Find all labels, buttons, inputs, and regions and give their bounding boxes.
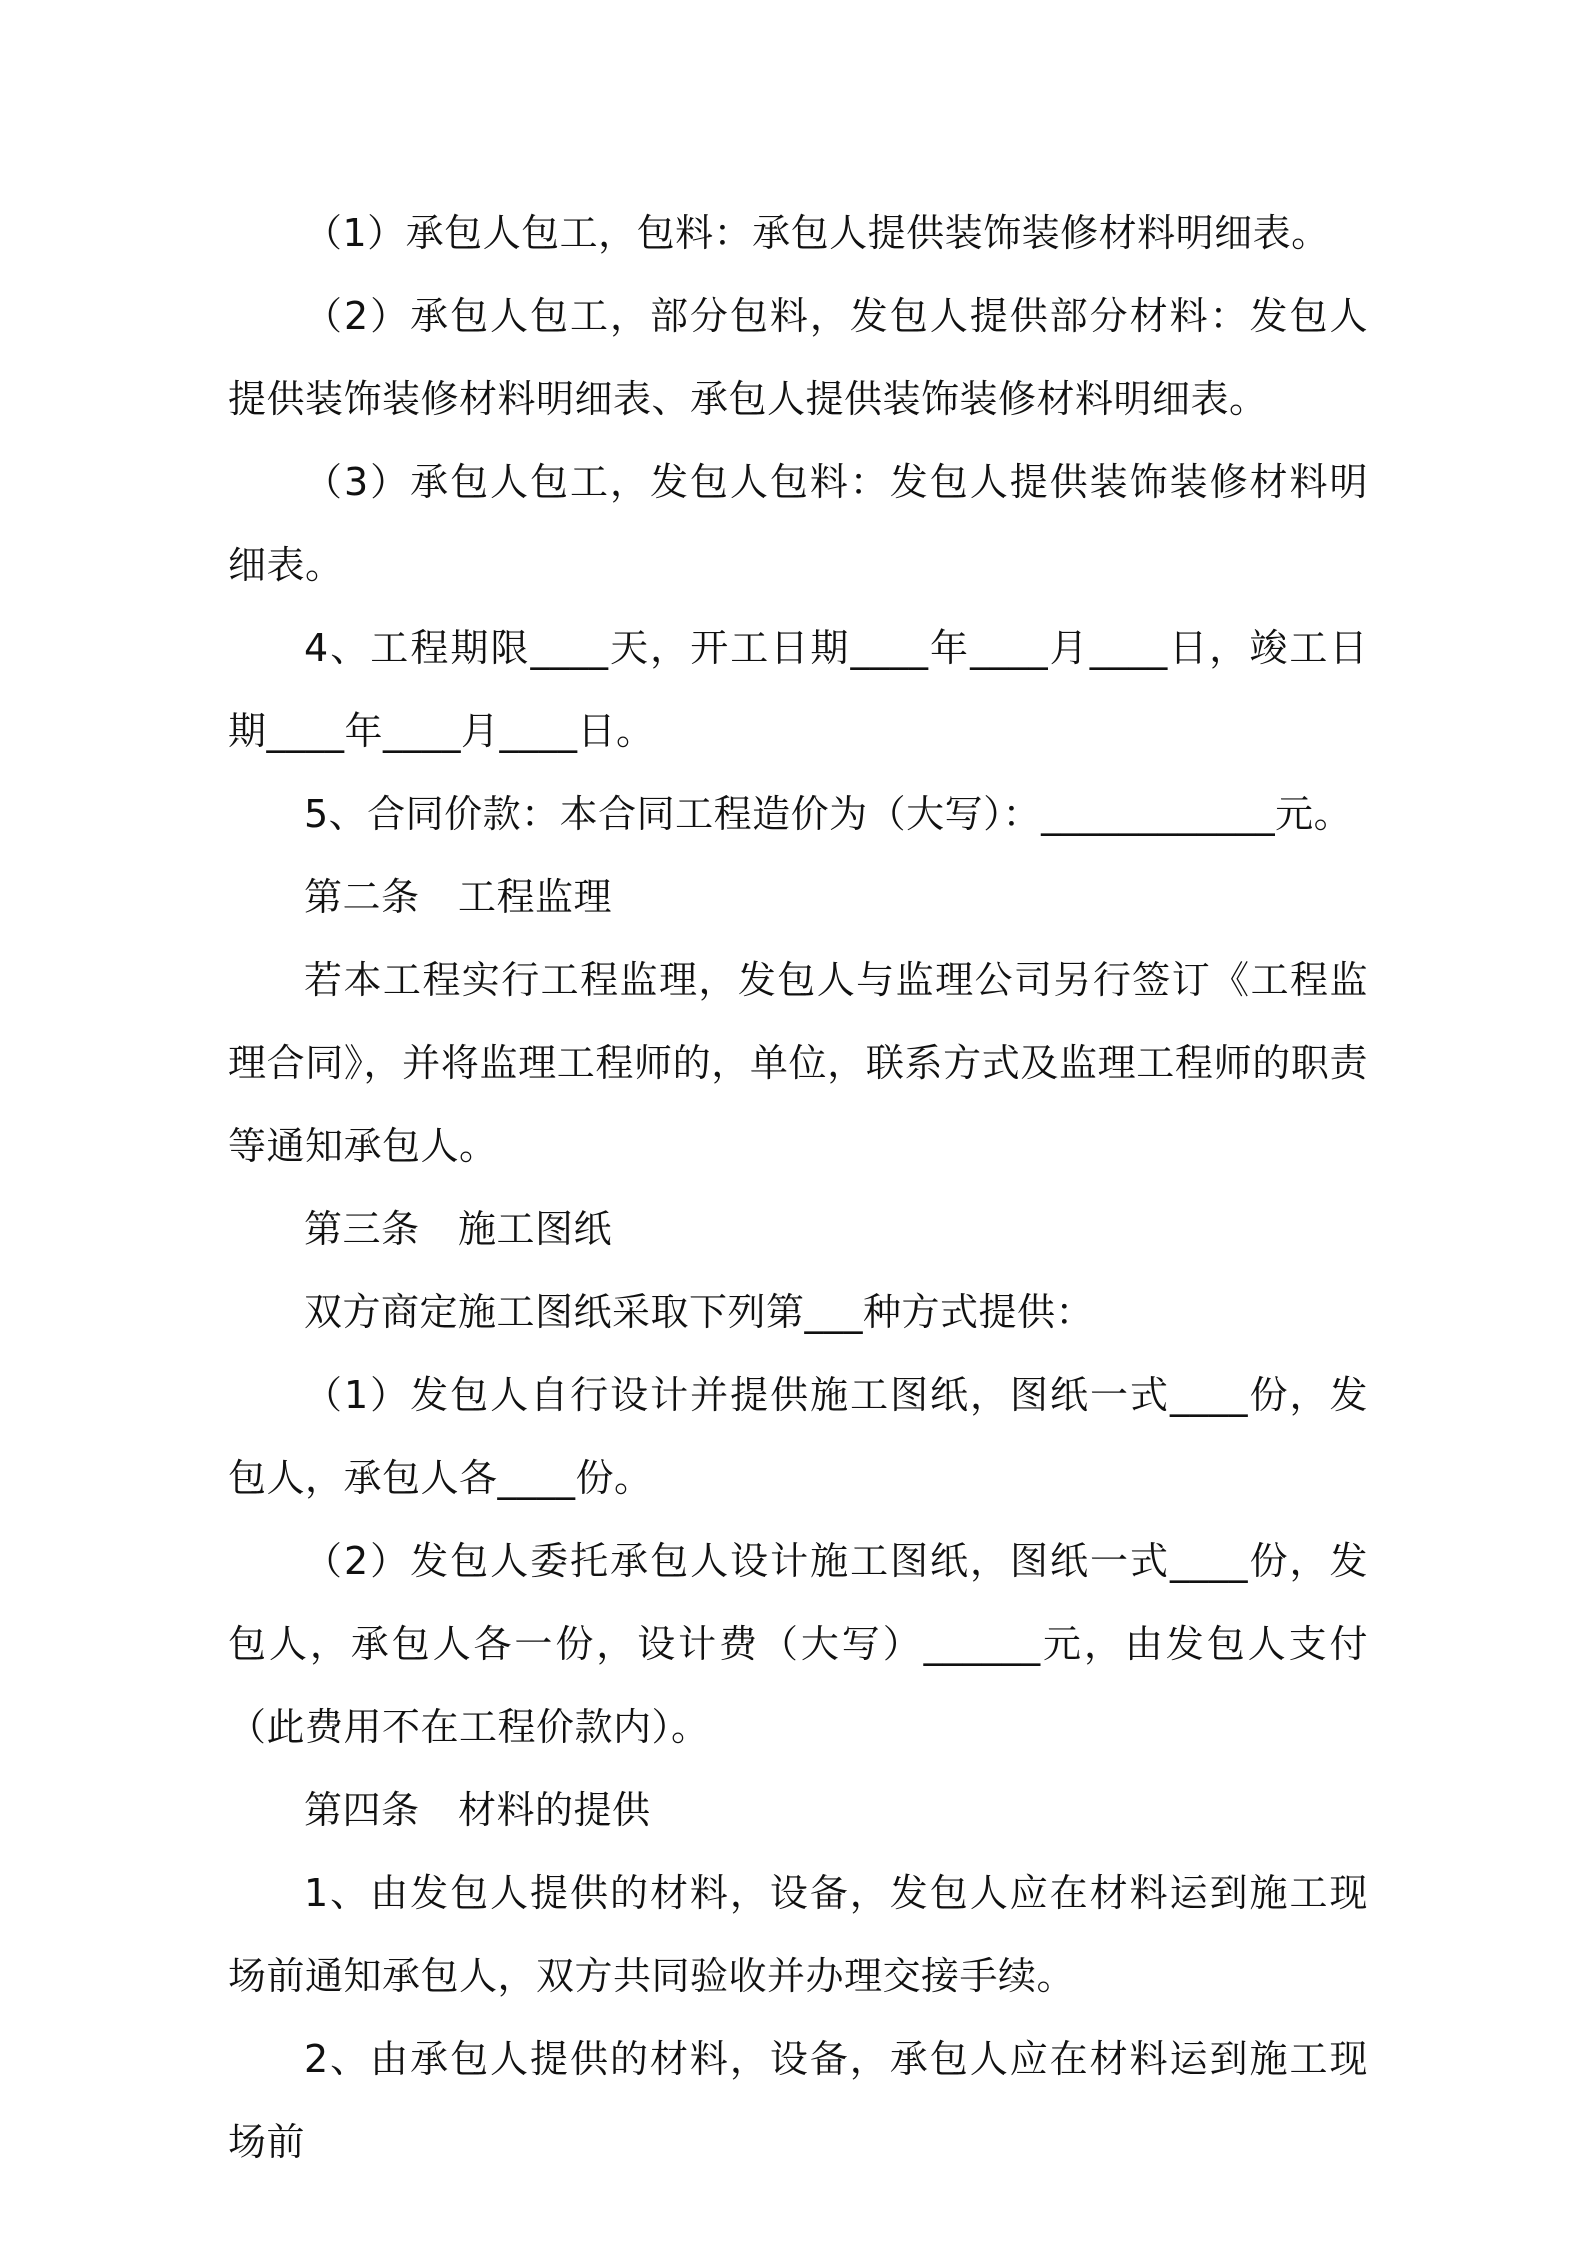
article-3-heading: 第三条 施工图纸 xyxy=(304,1207,613,1251)
article-2-body: 若本工程实行工程监理，发包人与监理公司另行签订《工程监理合同》，并将监理工程师的，单位，联系方式及监理工程师的职责等通知承包人。 xyxy=(228,958,1368,1168)
clause-option-1: （1）承包人包工，包料：承包人提供装饰装修材料明细表。 xyxy=(304,211,1330,255)
article-4-item-1: 1、由发包人提供的材料，设备，发包人应在材料运到施工现场前通知承包人，双方共同验收并办理交接手续。 xyxy=(228,1871,1368,1998)
clause-contract-price: 5、合同价款：本合同工程造价为（大写）：____________元。 xyxy=(304,792,1353,836)
clause-project-period: 4、工程期限____天，开工日期____年____月____日，竣工日期____年____月____日。 xyxy=(228,626,1368,753)
article-3-option-1: （1）发包人自行设计并提供施工图纸，图纸一式____份，发包人，承包人各____份。 xyxy=(228,1373,1368,1500)
article-4-item-2: 2、由承包人提供的材料，设备，承包人应在材料运到施工现场前 xyxy=(228,2037,1368,2164)
clause-option-3: （3）承包人包工，发包人包料：发包人提供装饰装修材料明细表。 xyxy=(228,460,1368,587)
document-body xyxy=(228,192,1368,2184)
article-2-heading: 第二条 工程监理 xyxy=(304,875,613,919)
article-3-intro: 双方商定施工图纸采取下列第___种方式提供： xyxy=(304,1290,1095,1334)
article-3-option-2: （2）发包人委托承包人设计施工图纸，图纸一式____份，发包人，承包人各一份，设计费（大写）______元，由发包人支付（此费用不在工程价款内）。 xyxy=(228,1539,1368,1749)
article-4-heading: 第四条 材料的提供 xyxy=(304,1788,651,1832)
clause-option-2: （2）承包人包工，部分包料，发包人提供部分材料：发包人提供装饰装修材料明细表、承包人提供装饰装修材料明细表。 xyxy=(228,294,1368,421)
